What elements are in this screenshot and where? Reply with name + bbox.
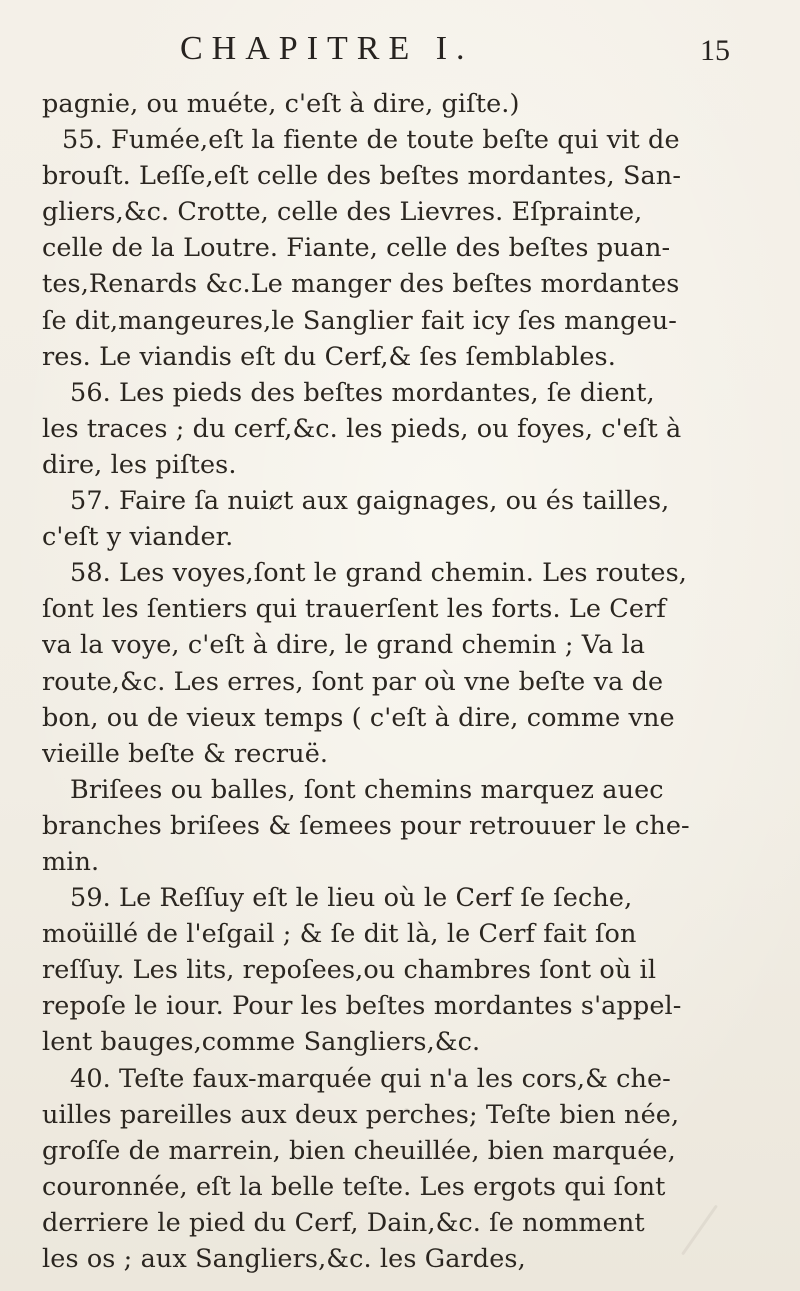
text-line: c'eſt y viander. <box>42 522 234 553</box>
text-line: 55. Fumée,eſt la fiente de toute beſte qui vit de <box>62 125 680 156</box>
text-line: pagnie, ou muéte, c'eſt à dire, giſte.) <box>42 89 520 119</box>
text-line: 40. Teſte faux-marquée qui n'a les cors,& che- <box>70 1063 671 1094</box>
text-line: 56. Les pieds des beſtes mordantes, ſe dient, <box>70 377 655 408</box>
text-line: gliers,&c. Crotte, celle des Lievres. Eſprainte, <box>42 197 643 228</box>
text-line: brouſt. Leſſe,eſt celle des beſtes mordantes, San- <box>42 161 682 192</box>
text-line: ſont les ſentiers qui trauerſent les forts. Le Cerf <box>42 594 666 625</box>
text-line: couronnée, eſt la belle teſte. Les ergots qui ſont <box>42 1171 666 1202</box>
text-line: groſſe de marrein, bien cheuillée, bien marquée, <box>42 1135 676 1166</box>
text-line: 57. Faire ſa nuiȼt aux gaignages, ou és tailles, <box>70 486 670 517</box>
text-line: min. <box>42 846 100 877</box>
text-line: uilles pareilles aux deux perches; Teſte bien née, <box>42 1099 680 1130</box>
text-line: ſe dit,mangeures,le Sanglier fait icy ſes mangeu- <box>42 305 678 336</box>
running-head <box>180 30 740 76</box>
text-line: repoſe le iour. Pour les beſtes mordantes s'appel- <box>42 991 682 1022</box>
text-line: 59. Le Reſſuy eſt le lieu où le Cerf ſe ſeche, <box>70 883 633 914</box>
chapter-title: CHAPITRE I. <box>180 30 474 67</box>
text-line: les traces ; du cerf,&c. les pieds, ou foyes, c'eſt à <box>42 413 682 444</box>
body-text <box>42 86 772 1277</box>
text-line: moüillé de l'eſgail ; & ſe dit là, le Cerf fait ſon <box>42 919 637 950</box>
text-line: bon, ou de vieux temps ( c'eſt à dire, comme vne <box>42 702 675 733</box>
text-line: tes,Renards &c.Le manger des beſtes mordantes <box>42 269 680 300</box>
text-line: va la voye, c'eſt à dire, le grand chemin ; Va la <box>42 630 646 661</box>
text-line: derriere le pied du Cerf, Dain,&c. ſe nomment <box>42 1207 645 1238</box>
text-line: branches briſees & ſemees pour retrouuer le che- <box>42 810 690 841</box>
text-line: reſſuy. Les lits, repoſees,ou chambres ſont où il <box>42 955 657 986</box>
text-line: route,&c. Les erres, ſont par où vne beſte va de <box>42 666 664 697</box>
text-line: celle de la Loutre. Fiante, celle des beſtes puan- <box>42 233 671 264</box>
text-line: les os ; aux Sangliers,&c. les Gardes, <box>42 1244 526 1274</box>
text-line: dire, les piſtes. <box>42 449 237 480</box>
text-line: lent bauges,comme Sangliers,&c. <box>42 1027 481 1058</box>
text-line: 58. Les voyes,ſont le grand chemin. Les routes, <box>70 558 687 589</box>
text-line: Briſees ou balles, ſont chemins marquez auec <box>70 774 664 805</box>
text-line: res. Le viandis eſt du Cerf,& ſes ſemblables. <box>42 341 616 372</box>
text-line: vieille beſte & recruë. <box>42 738 329 769</box>
page-number: 15 <box>700 34 730 67</box>
